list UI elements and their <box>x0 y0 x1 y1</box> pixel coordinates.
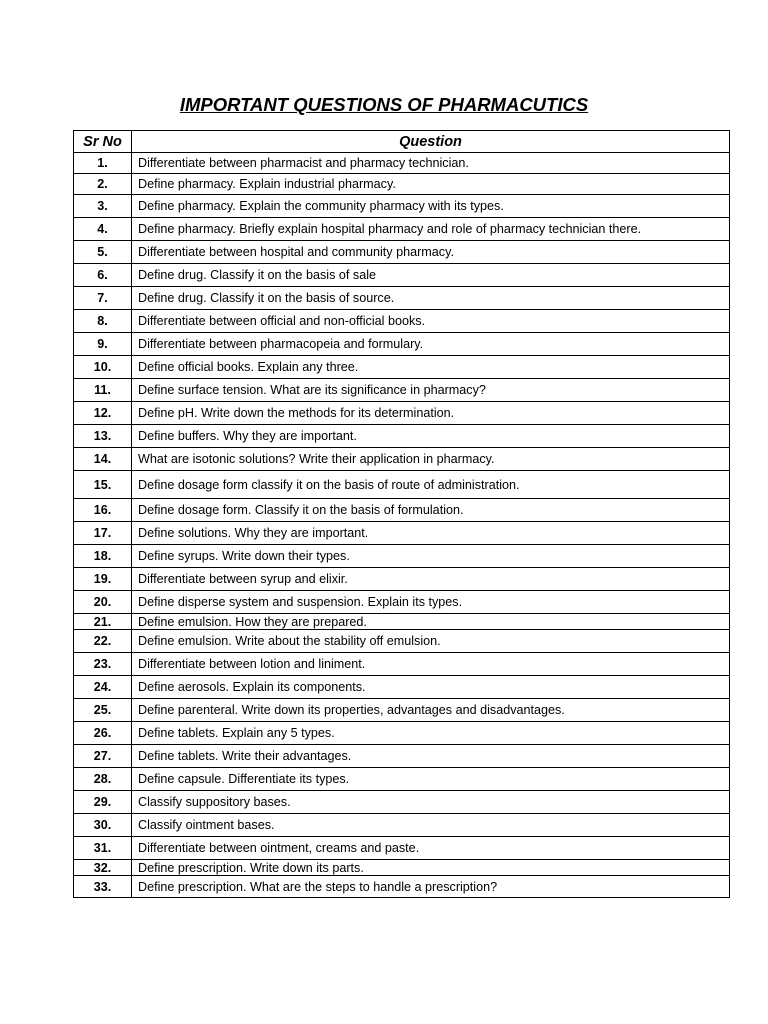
question-text: Define disperse system and suspension. Explain its types. <box>132 591 730 614</box>
question-text: Define dosage form classify it on the basis of route of administration. <box>132 471 730 499</box>
table-row <box>74 699 730 722</box>
question-text: Differentiate between pharmacist and pharmacy technician. <box>132 153 730 174</box>
question-text: Define aerosols. Explain its components. <box>132 676 730 699</box>
table-row <box>74 860 730 876</box>
row-number: 15. <box>74 471 132 499</box>
row-number: 20. <box>74 591 132 614</box>
table-row <box>74 448 730 471</box>
table-row <box>74 791 730 814</box>
table-row <box>74 545 730 568</box>
table-row <box>74 630 730 653</box>
row-number: 25. <box>74 699 132 722</box>
row-number: 21. <box>74 614 132 630</box>
row-number: 11. <box>74 379 132 402</box>
table-row <box>74 153 730 174</box>
row-number: 16. <box>74 499 132 522</box>
row-number: 22. <box>74 630 132 653</box>
table-row <box>74 195 730 218</box>
row-number: 27. <box>74 745 132 768</box>
row-number: 33. <box>74 876 132 898</box>
row-number: 13. <box>74 425 132 448</box>
table-row <box>74 568 730 591</box>
row-number: 29. <box>74 791 132 814</box>
table-row <box>74 614 730 630</box>
question-text: Differentiate between hospital and community pharmacy. <box>132 241 730 264</box>
table-row <box>74 310 730 333</box>
table-row <box>74 241 730 264</box>
table-row <box>74 499 730 522</box>
row-number: 19. <box>74 568 132 591</box>
question-text: Define emulsion. How they are prepared. <box>132 614 730 630</box>
question-text: Define solutions. Why they are important. <box>132 522 730 545</box>
table-header-row <box>74 131 730 153</box>
page-title-text: IMPORTANT QUESTIONS OF PHARMACUTICS <box>179 94 589 115</box>
table-row <box>74 876 730 898</box>
row-number: 17. <box>74 522 132 545</box>
question-text: Define drug. Classify it on the basis of sale <box>132 264 730 287</box>
table-row <box>74 264 730 287</box>
row-number: 10. <box>74 356 132 379</box>
question-text: Define syrups. Write down their types. <box>132 545 730 568</box>
question-text: Define emulsion. Write about the stability off emulsion. <box>132 630 730 653</box>
question-text: Define pharmacy. Explain industrial pharmacy. <box>132 174 730 195</box>
row-number: 24. <box>74 676 132 699</box>
question-text: Differentiate between official and non-official books. <box>132 310 730 333</box>
table-row <box>74 333 730 356</box>
question-text: Define tablets. Write their advantages. <box>132 745 730 768</box>
question-text: Differentiate between lotion and liniment. <box>132 653 730 676</box>
table-row <box>74 591 730 614</box>
question-text: Define pH. Write down the methods for its determination. <box>132 402 730 425</box>
row-number: 4. <box>74 218 132 241</box>
question-text: Define pharmacy. Explain the community pharmacy with its types. <box>132 195 730 218</box>
row-number: 7. <box>74 287 132 310</box>
question-text: Define prescription. What are the steps to handle a prescription? <box>132 876 730 898</box>
question-text: Differentiate between pharmacopeia and formulary. <box>132 333 730 356</box>
table-row <box>74 425 730 448</box>
question-text: Differentiate between ointment, creams and paste. <box>132 837 730 860</box>
question-text: Differentiate between syrup and elixir. <box>132 568 730 591</box>
table-row <box>74 768 730 791</box>
table-row <box>74 287 730 310</box>
row-number: 26. <box>74 722 132 745</box>
row-number: 14. <box>74 448 132 471</box>
row-number: 8. <box>74 310 132 333</box>
question-text: Define surface tension. What are its significance in pharmacy? <box>132 379 730 402</box>
question-text: What are isotonic solutions? Write their application in pharmacy. <box>132 448 730 471</box>
table-row <box>74 174 730 195</box>
row-number: 5. <box>74 241 132 264</box>
row-number: 12. <box>74 402 132 425</box>
table-row <box>74 745 730 768</box>
table-row <box>74 814 730 837</box>
question-text: Classify suppository bases. <box>132 791 730 814</box>
question-text: Define parenteral. Write down its properties, advantages and disadvantages. <box>132 699 730 722</box>
row-number: 9. <box>74 333 132 356</box>
question-text: Define tablets. Explain any 5 types. <box>132 722 730 745</box>
row-number: 31. <box>74 837 132 860</box>
row-number: 3. <box>74 195 132 218</box>
table-row <box>74 837 730 860</box>
table-row <box>74 676 730 699</box>
table-row <box>74 356 730 379</box>
row-number: 30. <box>74 814 132 837</box>
table-row <box>74 218 730 241</box>
column-header-question: Question <box>132 131 730 153</box>
row-number: 28. <box>74 768 132 791</box>
question-text: Define drug. Classify it on the basis of source. <box>132 287 730 310</box>
table-row <box>74 722 730 745</box>
question-text: Define dosage form. Classify it on the basis of formulation. <box>132 499 730 522</box>
row-number: 2. <box>74 174 132 195</box>
row-number: 32. <box>74 860 132 876</box>
question-text: Define buffers. Why they are important. <box>132 425 730 448</box>
page-title <box>0 94 768 116</box>
question-text: Define pharmacy. Briefly explain hospital pharmacy and role of pharmacy technician there. <box>132 218 730 241</box>
row-number: 6. <box>74 264 132 287</box>
row-number: 1. <box>74 153 132 174</box>
row-number: 23. <box>74 653 132 676</box>
column-header-sr-no: Sr No <box>74 131 132 153</box>
question-text: Define prescription. Write down its parts. <box>132 860 730 876</box>
question-text: Define official books. Explain any three. <box>132 356 730 379</box>
questions-table <box>73 130 730 898</box>
table-row <box>74 653 730 676</box>
table-row <box>74 379 730 402</box>
table-row <box>74 522 730 545</box>
question-text: Define capsule. Differentiate its types. <box>132 768 730 791</box>
table-row <box>74 402 730 425</box>
question-text: Classify ointment bases. <box>132 814 730 837</box>
table-row <box>74 471 730 499</box>
row-number: 18. <box>74 545 132 568</box>
